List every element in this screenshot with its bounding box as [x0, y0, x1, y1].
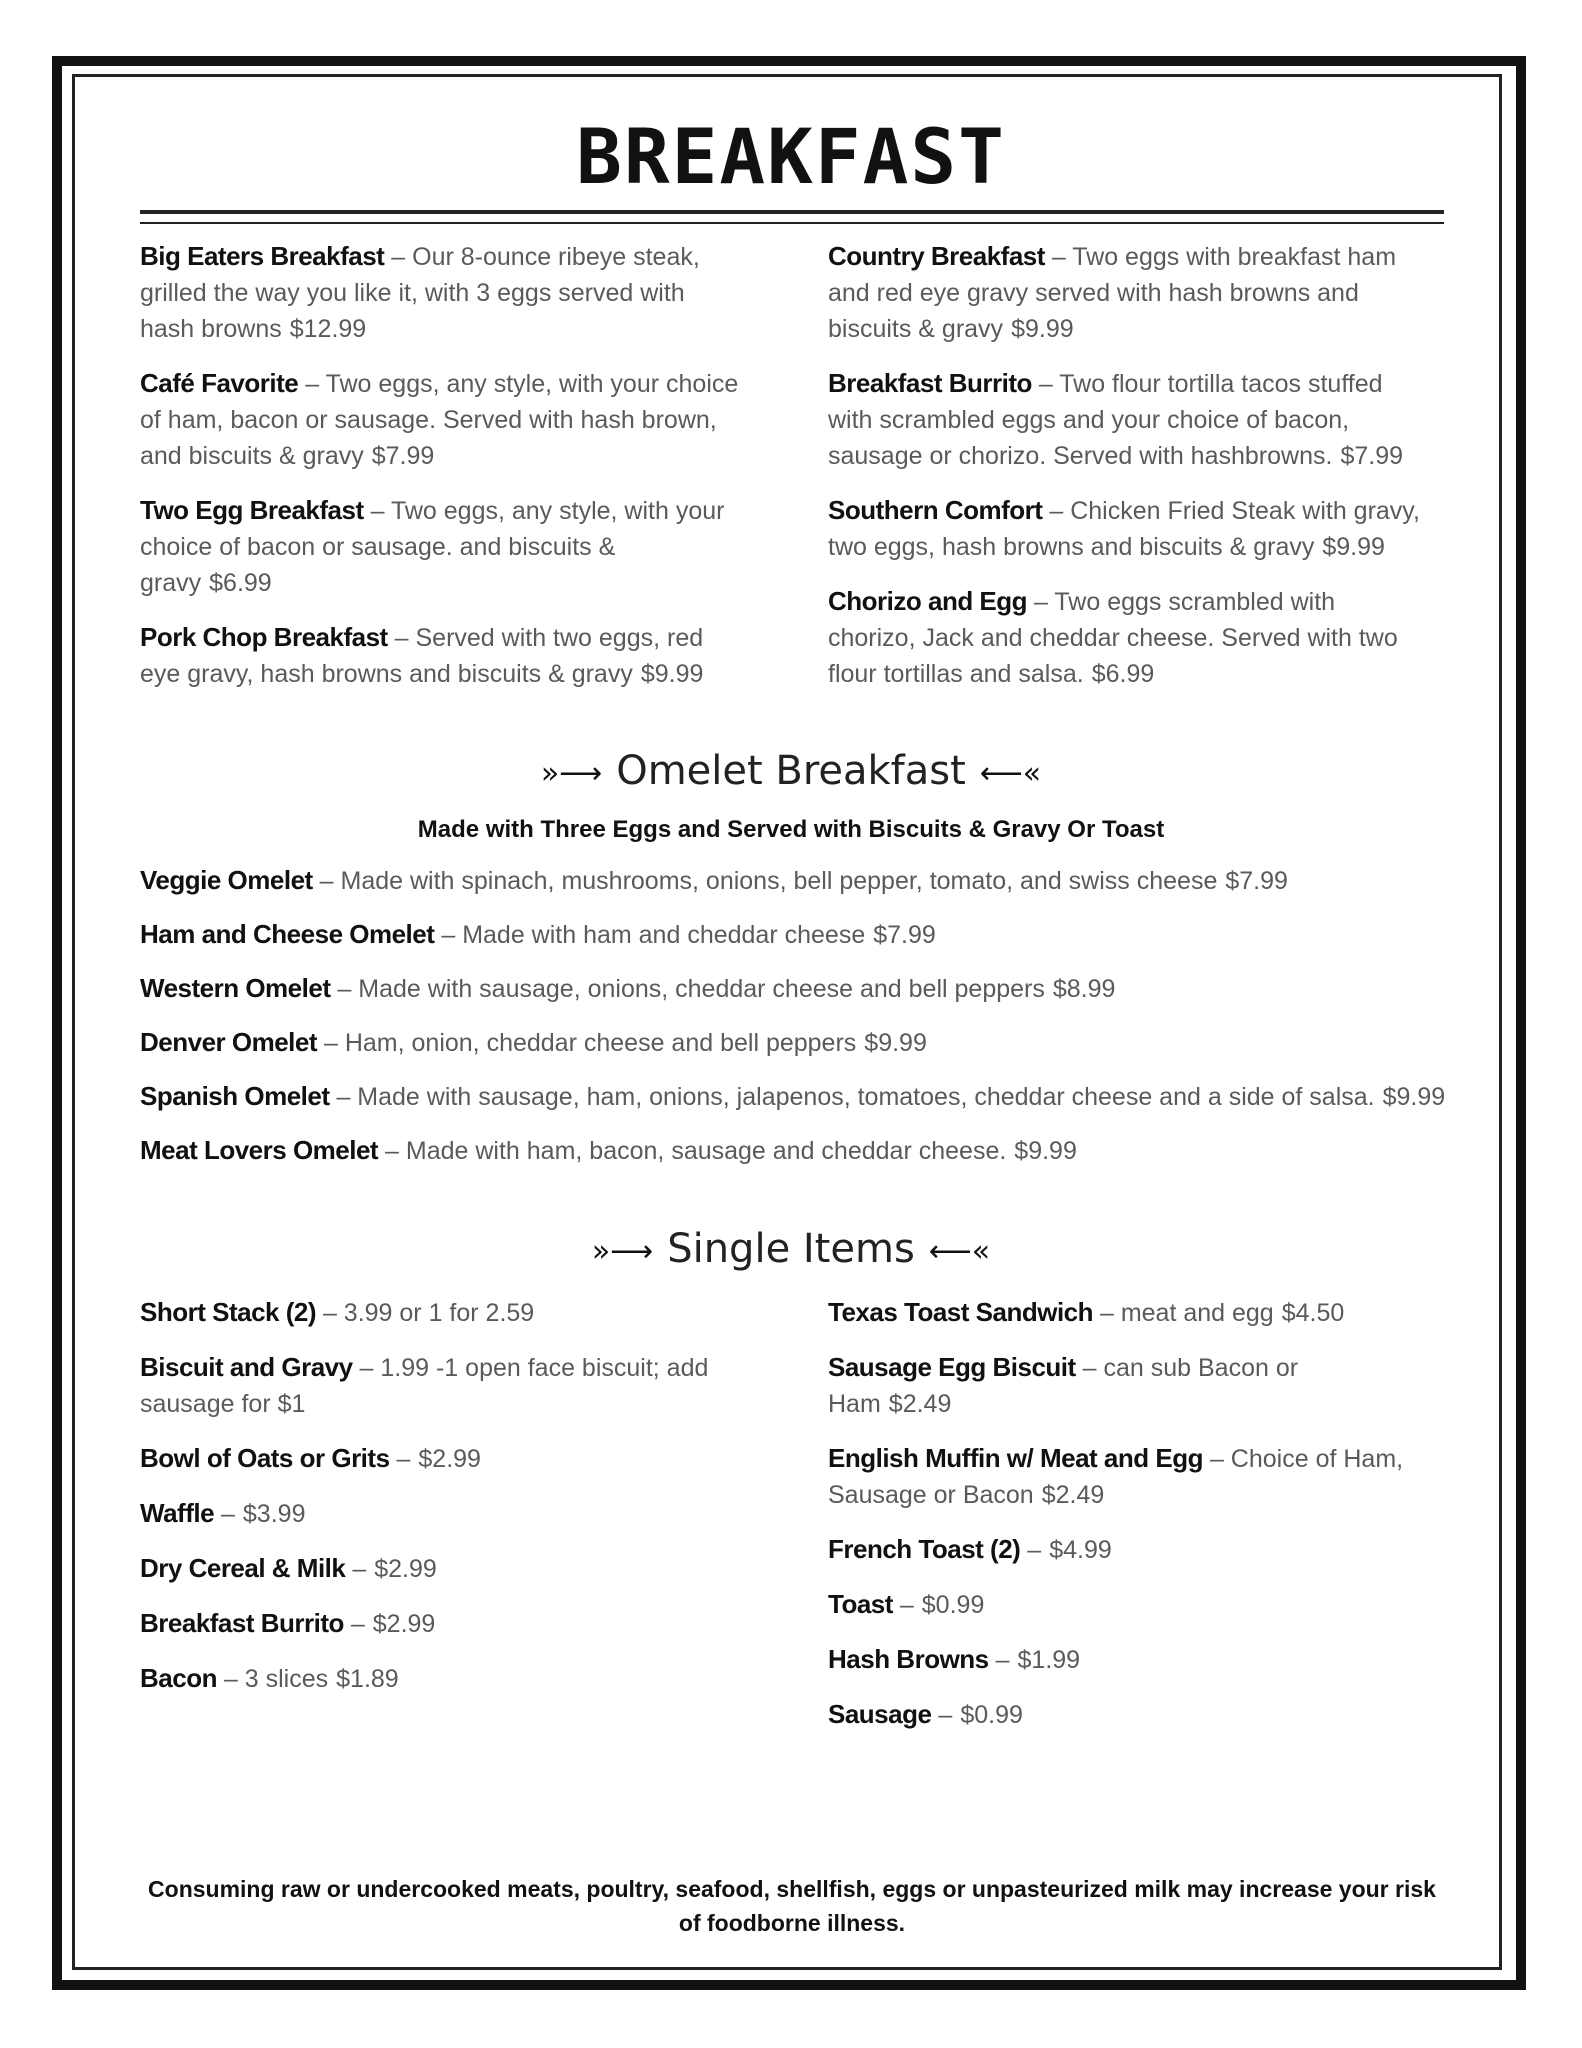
- item-price: $9.99: [1014, 1137, 1077, 1165]
- menu-item: [140, 1294, 740, 1331]
- omelet-subtitle: Made with Three Eggs and Served with Biscuits & Gravy Or Toast: [417, 816, 1165, 843]
- item-name: Sausage: [828, 1699, 932, 1729]
- item-price: $0.99: [921, 1591, 985, 1619]
- item-description: –: [995, 1646, 1010, 1674]
- menu-item: [140, 1605, 740, 1642]
- item-name: Meat Lovers Omelet: [140, 1135, 379, 1165]
- item-description: – Two eggs, any style, with your choice of bacon or sausage. and biscuits & gravy: [140, 497, 725, 597]
- item-description: – 1.99 -1 open face biscuit; add sausage for $1: [140, 1354, 709, 1418]
- menu-item: [828, 1586, 1428, 1623]
- breakfast-right-column: [828, 238, 1428, 710]
- item-price: $9.99: [864, 1029, 927, 1057]
- item-price: $9.99: [1382, 1083, 1446, 1111]
- menu-item: [140, 365, 740, 474]
- item-price: $9.99: [1322, 533, 1385, 561]
- item-description: –: [350, 1610, 365, 1638]
- item-price: $7.99: [873, 921, 936, 949]
- item-name: Bacon: [140, 1663, 217, 1693]
- arrow-right-icon: »⟶: [591, 1233, 654, 1269]
- item-name: Chorizo and Egg: [828, 586, 1028, 616]
- item-price: $12.99: [289, 315, 367, 343]
- omelet-list: [140, 862, 1460, 1186]
- arrow-left-icon: ⟵«: [979, 755, 1042, 791]
- food-safety-disclaimer: Consuming raw or undercooked meats, poultry, seafood, shellfish, eggs or unpasteurized milk may increase your risk of foodborne illness.: [148, 1876, 1436, 1936]
- title-divider-thin: [140, 222, 1444, 224]
- item-description: – Two flour tortilla tacos stuffed with scrambled eggs and your choice of bacon, sausage or chorizo. Served with hashbrowns.: [828, 370, 1383, 470]
- item-price: $4.99: [1049, 1536, 1112, 1564]
- item-price: $2.99: [372, 1610, 436, 1638]
- item-description: – Made with sausage, ham, onions, jalapenos, tomatoes, cheddar cheese and a side of salsa.: [336, 1083, 1375, 1111]
- menu-title: BREAKFAST: [576, 112, 1006, 201]
- item-price: $1.99: [1017, 1646, 1081, 1674]
- item-name: Southern Comfort: [828, 495, 1043, 525]
- item-description: –: [938, 1701, 953, 1729]
- arrow-right-icon: »⟶: [540, 755, 603, 791]
- item-name: Breakfast Burrito: [140, 1608, 344, 1638]
- omelet-section-header: [0, 748, 1582, 794]
- menu-item: [140, 1550, 740, 1587]
- menu-item: [140, 1024, 1460, 1061]
- menu-item: [140, 1349, 740, 1422]
- item-price: $0.99: [960, 1701, 1023, 1729]
- menu-item: [140, 1132, 1460, 1169]
- arrow-left-icon: ⟵«: [928, 1233, 991, 1269]
- item-price: $2.99: [418, 1445, 481, 1473]
- item-price: $4.50: [1281, 1299, 1345, 1327]
- item-name: Texas Toast Sandwich: [828, 1297, 1094, 1327]
- item-name: Big Eaters Breakfast: [140, 241, 385, 271]
- item-description: –: [221, 1500, 235, 1528]
- item-description: – meat and egg: [1099, 1299, 1274, 1327]
- single-items-left-column: [140, 1294, 740, 1715]
- item-description: – Made with spinach, mushrooms, onions, bell pepper, tomato, and swiss cheese: [319, 867, 1218, 895]
- item-price: $6.99: [209, 569, 272, 597]
- menu-item: [828, 238, 1428, 347]
- item-name: Café Favorite: [140, 368, 299, 398]
- item-description: – can sub Bacon or Ham: [828, 1354, 1299, 1418]
- item-name: Two Egg Breakfast: [140, 495, 364, 525]
- item-name: Breakfast Burrito: [828, 368, 1032, 398]
- item-description: – 3 slices: [223, 1665, 329, 1693]
- menu-item: [828, 1349, 1428, 1422]
- menu-item: [140, 1495, 740, 1532]
- item-name: French Toast (2): [828, 1534, 1021, 1564]
- menu-item: [140, 1440, 740, 1477]
- item-name: Bowl of Oats or Grits: [140, 1443, 390, 1473]
- item-name: Pork Chop Breakfast: [140, 622, 388, 652]
- item-name: Short Stack (2): [140, 1297, 316, 1327]
- item-price: $8.99: [1052, 975, 1116, 1003]
- item-description: – Made with ham and cheddar cheese: [441, 921, 866, 949]
- section-title: Single Items: [667, 1226, 915, 1272]
- item-name: Dry Cereal & Milk: [140, 1553, 346, 1583]
- item-description: –: [1027, 1536, 1042, 1564]
- item-name: Ham and Cheese Omelet: [140, 919, 435, 949]
- item-price: $7.99: [1340, 442, 1403, 470]
- item-price: $9.99: [640, 660, 704, 688]
- item-description: – Made with ham, bacon, sausage and cheddar cheese.: [385, 1137, 1007, 1165]
- item-name: English Muffin w/ Meat and Egg: [828, 1443, 1203, 1473]
- item-price: $7.99: [1225, 867, 1288, 895]
- item-name: Toast: [828, 1589, 893, 1619]
- item-name: Waffle: [140, 1498, 215, 1528]
- item-name: Sausage Egg Biscuit: [828, 1352, 1076, 1382]
- menu-item: [140, 862, 1460, 899]
- menu-item: [140, 492, 740, 601]
- item-price: $2.49: [1041, 1481, 1105, 1509]
- item-description: – Our 8-ounce ribeye steak, grilled the way you like it, with 3 eggs served with hash browns: [140, 243, 700, 343]
- menu-item: [828, 1531, 1428, 1568]
- menu-item: [140, 970, 1460, 1007]
- item-name: Veggie Omelet: [140, 865, 313, 895]
- single-items-section-header: [0, 1226, 1582, 1272]
- item-name: Western Omelet: [140, 973, 331, 1003]
- menu-item: [828, 365, 1428, 474]
- item-description: – Two eggs, any style, with your choice of ham, bacon or sausage. Served with hash brown, and biscuits & gravy: [140, 370, 739, 470]
- item-description: – Made with sausage, onions, cheddar cheese and bell peppers: [337, 975, 1045, 1003]
- menu-item: [140, 916, 1460, 953]
- item-description: –: [899, 1591, 914, 1619]
- menu-item: [828, 1440, 1428, 1513]
- item-description: – Ham, onion, cheddar cheese and bell peppers: [323, 1029, 857, 1057]
- item-price: $2.99: [374, 1555, 437, 1583]
- item-name: Biscuit and Gravy: [140, 1352, 353, 1382]
- item-price: $3.99: [242, 1500, 306, 1528]
- menu-item: [828, 583, 1428, 692]
- item-price: $6.99: [1091, 660, 1155, 688]
- item-price: $7.99: [371, 442, 435, 470]
- item-name: Country Breakfast: [828, 241, 1045, 271]
- menu-item: [140, 238, 740, 347]
- single-items-right-column: [828, 1294, 1428, 1751]
- menu-item: [828, 1641, 1428, 1678]
- item-description: – Two eggs with breakfast ham and red eye gravy served with hash browns and biscuits & gravy: [828, 243, 1397, 343]
- item-name: Denver Omelet: [140, 1027, 318, 1057]
- breakfast-left-column: [140, 238, 740, 710]
- item-description: –: [352, 1555, 367, 1583]
- menu-item: [140, 1660, 740, 1697]
- section-title: Omelet Breakfast: [616, 748, 966, 794]
- menu-item: [828, 1294, 1428, 1331]
- item-description: – Chicken Fried Steak with gravy, two eggs, hash browns and biscuits & gravy: [828, 497, 1420, 561]
- item-price: $2.49: [888, 1390, 952, 1418]
- item-description: – Choice of Ham, Sausage or Bacon: [828, 1445, 1404, 1509]
- menu-item: [140, 619, 740, 692]
- item-price: $1.89: [336, 1665, 399, 1693]
- menu-item: [828, 1696, 1428, 1733]
- menu-item: [140, 1078, 1460, 1115]
- item-description: –: [396, 1445, 411, 1473]
- item-description: – Served with two eggs, red eye gravy, hash browns and biscuits & gravy: [140, 624, 704, 688]
- item-description: – 3.99 or 1 for 2.59: [322, 1299, 535, 1327]
- item-name: Spanish Omelet: [140, 1081, 330, 1111]
- title-divider-thick: [140, 210, 1444, 214]
- item-name: Hash Browns: [828, 1644, 989, 1674]
- item-description: – Two eggs scrambled with chorizo, Jack and cheddar cheese. Served with two flour tortillas and salsa.: [828, 588, 1398, 688]
- menu-item: [828, 492, 1428, 565]
- item-price: $9.99: [1011, 315, 1074, 343]
